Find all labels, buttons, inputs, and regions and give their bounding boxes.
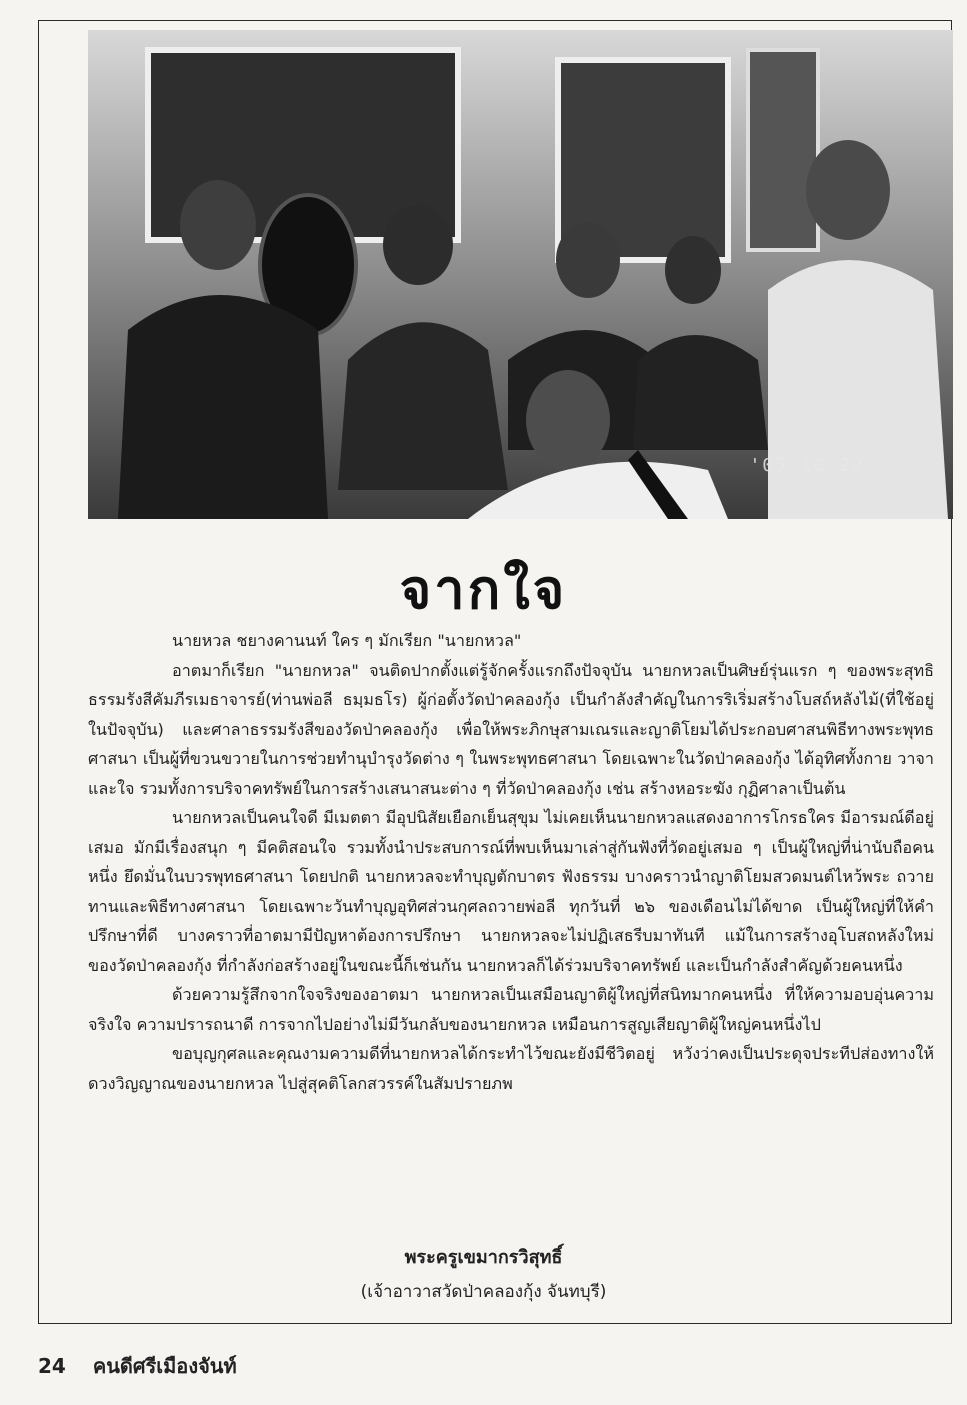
paragraph: ด้วยความรู้สึกจากใจจริงของอาตมา นายกหวลเป็นเสมือนญาติผู้ใหญ่ที่สนิทมากคนหนึ่ง ที่ให้ความอบอุ่นความจริงใจ ความปรารถนาดี การจากไปอย่างไม่มีวันกลับของนายกหวล เหมือนการสูญเสียญาติผู้ใหญ่คนหนึ่งไป [88, 985, 934, 1034]
publication-name: คนดีศรีเมืองจันท์ [92, 1354, 237, 1378]
paragraph: ขอบุญกุศลและคุณงามความดีที่นายกหวลได้กระทำไว้ขณะยังมีชีวิตอยู่ หวังว่าคงเป็นประดุจประทีปส่องทางให้ดวงวิญญาณของนายกหวล ไปสู่สุคติโลกสวรรค์ในสัมปรายภพ [88, 1044, 934, 1093]
paragraph: นายกหวลเป็นคนใจดี มีเมตตา มีอุปนิสัยเยือกเย็นสุขุม ไม่เคยเห็นนายกหวลแสดงอาการโกรธใคร มีอารมณ์ดีอยู่เสมอ มักมีเรื่องสนุก ๆ มีคติสอนใจ รวมทั้งนำประสบการณ์ที่พบเห็นมาเล่าสู่กันฟังที่วัดอยู่เสมอ ๆ เป็นผู้ใหญ่ที่น่านับถือคนหนึ่ง ยึดมั่นในบวรพุทธศาสนา โดยปกติ นายกหวลจะทำบุญตักบาตร ฟังธรรม บางคราวนำญาติโยมสวดมนต์ไหว้พระ ถวายทานและพิธีทางศาสนา โดยเฉพาะวันทำบุญอุทิศส่วนกุศลถวายพ่อลี ทุกวันที่ ๒๖ ของเดือนไม่ได้ขาด เป็นผู้ใหญ่ที่ให้คำปรึกษาที่ดี บางคราวที่อาตมามีปัญหาต้องการปรึกษา นายกหวลจะไม่ปฏิเสธรีบมาทันที แม้ในการสร้างอุโบสถหลังใหม่ของวัดป่าคลองกุ้ง ที่กำลังก่อสร้างอยู่ในขณะนี้ก็เช่นกัน นายกหวลก็ได้ร่วมบริจาคทรัพย์ และเป็นกำลังสำคัญด้วยคนหนึ่ง [88, 808, 934, 975]
signature-role: (เจ้าอาวาสวัดป่าคลองกุ้ง จันทบุรี) [360, 1282, 607, 1302]
photo-illustration [88, 30, 953, 519]
article-title: จากใจ [399, 558, 568, 621]
paragraph: นายหวล ชยางคานนท์ ใคร ๆ มักเรียก "นายกหวล" [172, 631, 522, 650]
paragraph: อาตมาก็เรียก "นายกหวล" จนติดปากตั้งแต่รู้จักครั้งแรกถึงปัจจุบัน นายกหวลเป็นศิษย์รุ่นแรก ๆ ของพระสุทธิธรรมรังสีคัมภีรเมธาจารย์(ท่านพ่อลี ธมฺมธโร) ผู้ก่อตั้งวัดป่าคลองกุ้ง เป็นกำลังสำคัญในการริเริ่มสร้างโบสถ์หลังไม้(ที่ใช้อยู่ในปัจจุบัน) และศาลาธรรมรังสีของวัดป่าคลองกุ้ง เพื่อให้พระภิกษุสามเณรและญาติโยมได้ประกอบศาสนพิธีทางพระพุทธศาสนา เป็นผู้ที่ขวนขวายในการช่วยทำนุบำรุงวัดต่าง ๆ ในพระพุทธศาสนา โดยเฉพาะในวัดป่าคลองกุ้ง ได้อุทิศทั้งกาย วาจา และใจ รวมทั้งการบริจาคทรัพย์ในการสร้างเสนาสนะต่าง ๆ ที่วัดป่าคลองกุ้ง เช่น สร้างหอระฆัง กุฏิศาลาเป็นต้น [88, 660, 935, 798]
group-photo [88, 30, 953, 519]
signature-name: พระครูเขมากรวิสุทธิ์ [404, 1247, 563, 1268]
photo-datestamp: '05 10 22 [749, 455, 865, 476]
page-number: 24 [38, 1354, 66, 1378]
page-footer [38, 1350, 237, 1382]
article-body [88, 626, 934, 1098]
